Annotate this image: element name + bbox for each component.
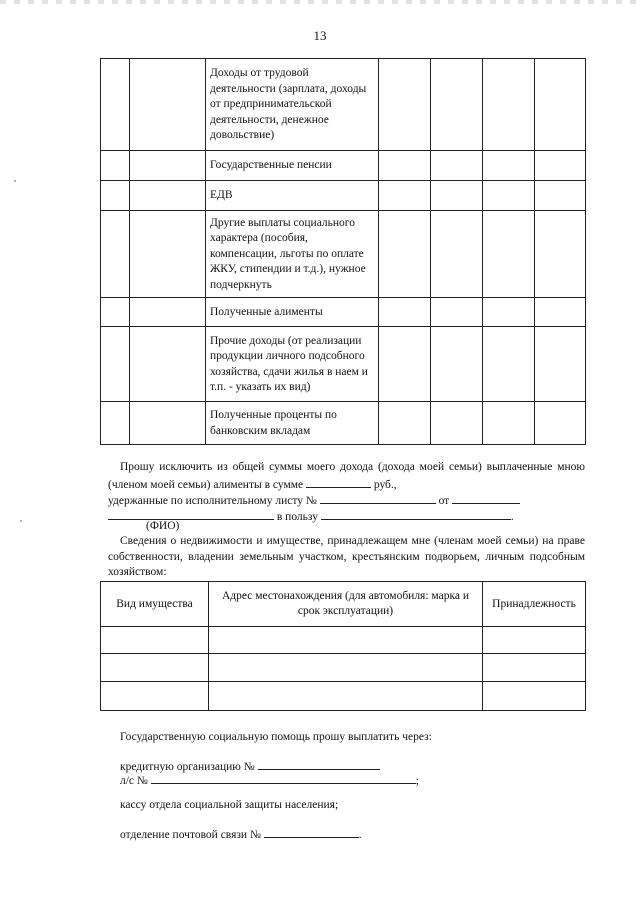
income-label: Прочие доходы (от реализации продукции личного подсобного хозяйства, сдачи жилья в наем и т.п. - указать их вид) [206, 327, 379, 402]
page-number: 13 [313, 28, 327, 43]
table-header-row [101, 582, 586, 627]
alimony-line-1: Прошу исключить из общей суммы моего дохода (дохода моей семьи) выплаченные мною [120, 461, 585, 473]
property-table [100, 581, 586, 711]
header-ownership: Принадлежность [483, 582, 586, 627]
income-label: Государственные пенсии [206, 151, 379, 181]
property-intro-line-1: Сведения о недвижимости и имуществе, принадлежащем мне (членам моей семьи) на праве [120, 535, 585, 547]
income-label: Доходы от трудовой деятельности (зарплата, доходы от предпринимательской деятельности, денежное довольствие) [206, 59, 379, 151]
recipient-field-left[interactable] [108, 508, 274, 520]
credit-org-number-field[interactable] [258, 758, 380, 770]
income-label: Другие выплаты социального характера (пособия, компенсации, льготы по оплате ЖКУ, стипендии и т.д.), нужное подчеркнуть [206, 211, 379, 298]
income-label: Полученные проценты по банковским вкладам [206, 402, 379, 445]
payment-cash-desk: кассу отдела социальной защиты населения; [120, 799, 339, 811]
scan-speck [20, 520, 22, 522]
payment-account: л/с № ; [120, 772, 419, 790]
recipient-field[interactable] [321, 508, 511, 520]
table-row [101, 627, 586, 654]
header-property-type: Вид имущества [101, 582, 209, 627]
table-row [101, 151, 586, 181]
scan-speck [14, 180, 16, 182]
property-intro-line-3: хозяйством: [108, 566, 167, 578]
scan-artifact [0, 0, 640, 4]
table-row [101, 211, 586, 298]
writ-date-field[interactable] [452, 492, 520, 504]
fio-caption: (ФИО) [146, 520, 180, 532]
payment-intro: Государственную социальную помощь прошу выплатить через: [120, 731, 432, 743]
income-label: Полученные алименты [206, 298, 379, 327]
alimony-line-2: (членом моей семьи) алименты в сумме руб., [108, 476, 588, 494]
alimony-line-4: в пользу . [108, 508, 588, 526]
income-label: ЕДВ [206, 181, 379, 211]
header-address: Адрес местонахождения (для автомобиля: марка и срок эксплуатации) [209, 582, 483, 627]
table-row [101, 654, 586, 682]
table-row [101, 298, 586, 327]
table-row [101, 682, 586, 711]
property-intro-line-2: собственности, владении земельным участком, крестьянским подворьем, личным подсобным [108, 551, 585, 563]
post-office-number-field[interactable] [264, 826, 359, 838]
alimony-amount-field[interactable] [306, 476, 371, 488]
table-row [101, 181, 586, 211]
table-row [101, 402, 586, 445]
writ-number-field[interactable] [320, 492, 436, 504]
payment-credit-org: кредитную организацию № [120, 758, 380, 776]
table-row [101, 59, 586, 151]
alimony-line-3: удержанные по исполнительному листу № от [108, 492, 588, 510]
payment-post-office: отделение почтовой связи № . [120, 826, 362, 844]
income-table [100, 58, 586, 445]
table-row [101, 327, 586, 402]
account-number-field[interactable] [151, 772, 416, 784]
